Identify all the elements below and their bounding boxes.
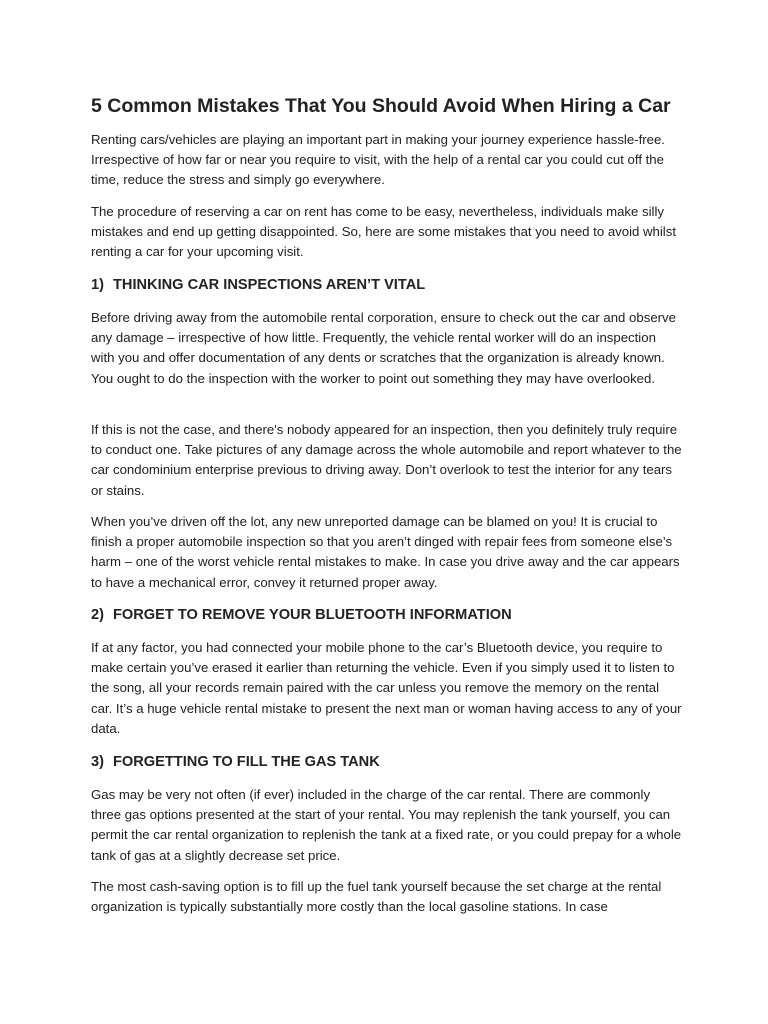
section-3-paragraph-1: Gas may be very not often (if ever) included in the charge of the car rental. There are commonly three gas options presented at the start of your rental. You may replenish the tank yourself, you can permit the car rental organization to replenish the tank at a fixed rate, or you could prepay for a whole tank of gas at a slightly decrease set price.	[91, 787, 682, 863]
section-title: FORGET TO REMOVE YOUR BLUETOOTH INFORMATION	[113, 607, 512, 623]
section-2-paragraph-1: If at any factor, you had connected your mobile phone to the car’s Bluetooth device, you require to make certain you’ve erased it earlier than returning the vehicle. Even if you simply used it to listen to the song, all your records remain paired with the car unless you remove the memory on the rental car. It’s a huge vehicle rental mistake to present the next man or woman having access to any of your data.	[91, 640, 682, 736]
section-1-paragraph-1: Before driving away from the automobile rental corporation, ensure to check out the car and observe any damage – irrespective of how little. Frequently, the vehicle rental worker will do an inspection with you and offer documentation of any dents or scratches that the organization is already known. You ought to do the inspection with the worker to point out something they may have overlooked.	[91, 310, 676, 386]
section-number: 3)	[91, 754, 104, 770]
section-number: 1)	[91, 277, 104, 293]
section-number: 2)	[91, 607, 104, 623]
section-heading-1	[91, 275, 691, 295]
section-1-paragraph-2: If this is not the case, and there's nobody appeared for an inspection, then you definitely truly require to conduct one. Take pictures of any damage across the whole automobile and report whatever to the car condominium enterprise previous to driving away. Don’t overlook to test the interior for any tears or stains.	[91, 422, 682, 498]
section-title: THINKING CAR INSPECTIONS AREN’T VITAL	[113, 277, 426, 293]
document-title: 5 Common Mistakes That You Should Avoid When Hiring a Car	[91, 95, 671, 117]
intro-paragraph-1: Renting cars/vehicles are playing an important part in making your journey experience hassle-free. Irrespective of how far or near you require to visit, with the help of a rental car you could cut off the time, reduce the stress and simply go everywhere.	[91, 132, 665, 188]
section-heading-3	[91, 752, 691, 772]
section-title: FORGETTING TO FILL THE GAS TANK	[113, 754, 380, 770]
section-3-paragraph-2: The most cash-saving option is to fill up the fuel tank yourself because the set charge at the rental organization is typically substantially more costly than the local gasoline stations. In case	[91, 879, 662, 915]
section-heading-2	[91, 605, 691, 625]
intro-paragraph-2: The procedure of reserving a car on rent has come to be easy, nevertheless, individuals make silly mistakes and end up getting disappointed. So, here are some mistakes that you need to avoid whilst renting a car for your upcoming visit.	[91, 204, 676, 260]
section-1-paragraph-3: When you’ve driven off the lot, any new unreported damage can be blamed on you! It is crucial to finish a proper automobile inspection so that you aren’t dinged with repair fees from someone else’s harm – one of the worst vehicle rental mistakes to make. In case you drive away and the car appears to have a mechanical error, convey it returned proper away.	[91, 514, 680, 590]
